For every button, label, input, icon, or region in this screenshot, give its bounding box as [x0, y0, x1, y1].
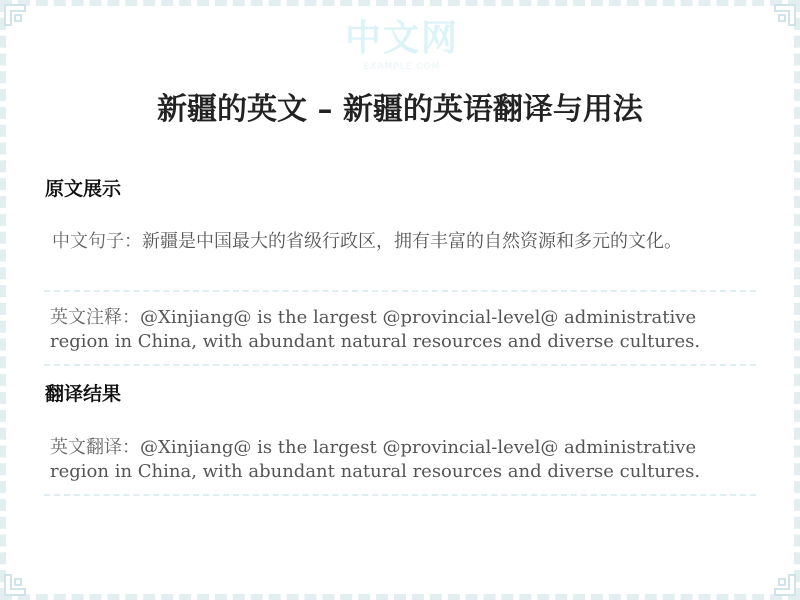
- english-annotation-entry: [44, 306, 756, 366]
- site-logo: [340, 14, 464, 80]
- entry-label: 中文句子：: [52, 231, 142, 252]
- entry-text: 新疆是中国最大的省级行政区，拥有丰富的自然资源和多元的文化。: [142, 231, 682, 252]
- entry-text: @Xinjiang@ is the largest @provincial-level@ administrative region in China, with abundant natural resources and diverse cultures.: [50, 307, 701, 352]
- english-translation-entry: [44, 436, 756, 496]
- corner-ornament-icon: [2, 2, 28, 28]
- corner-ornament-icon: [772, 2, 798, 28]
- section-heading-original: 原文展示: [45, 178, 122, 200]
- entry-text: @Xinjiang@ is the largest @provincial-level@ administrative region in China, with abundant natural resources and diverse cultures.: [50, 437, 701, 482]
- logo-subtext: EXAMPLE.COM: [363, 62, 441, 72]
- entry-label: 英文翻译：: [50, 437, 140, 458]
- corner-ornament-icon: [2, 572, 28, 598]
- entry-label: 英文注释：: [50, 307, 140, 328]
- logo-text: 中文网: [344, 18, 459, 59]
- section-heading-result: 翻译结果: [45, 383, 122, 405]
- corner-ornament-icon: [772, 572, 798, 598]
- page-title: 新疆的英文 – 新疆的英语翻译与用法: [157, 92, 643, 127]
- chinese-sentence-entry: [44, 230, 756, 292]
